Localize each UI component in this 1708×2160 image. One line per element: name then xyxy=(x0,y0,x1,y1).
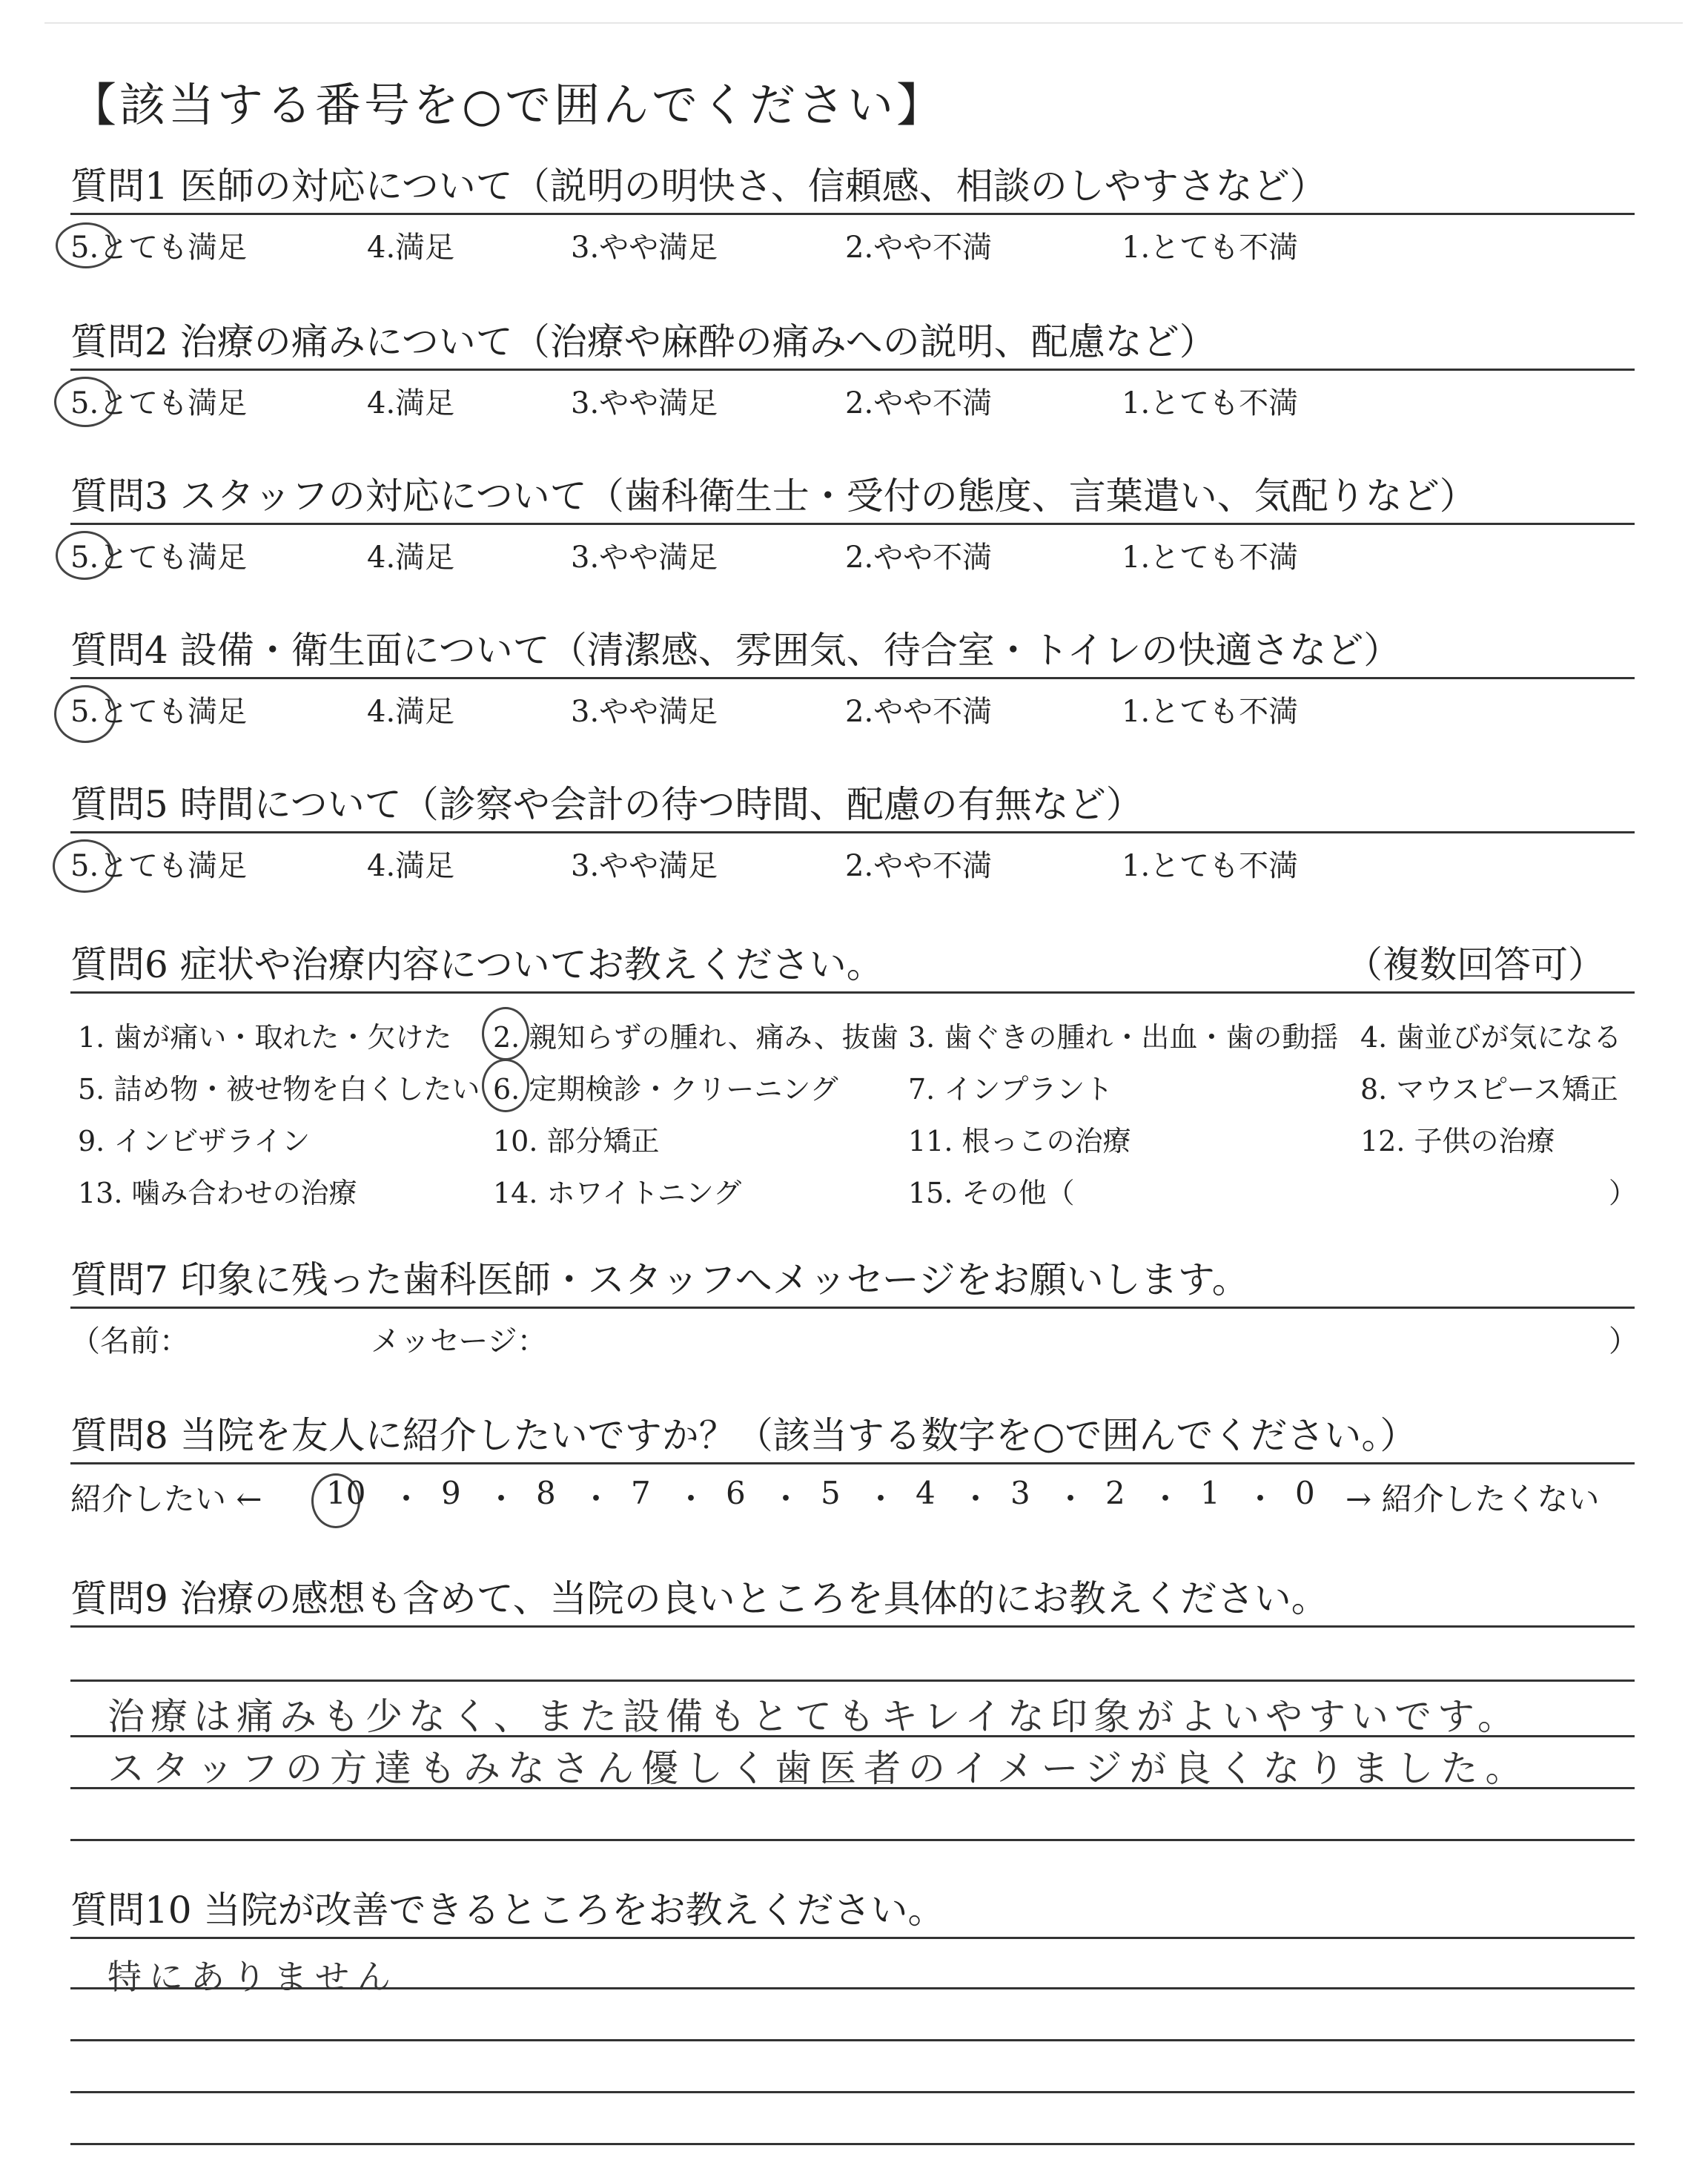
scale-8[interactable]: 8 xyxy=(536,1475,556,1511)
question-title: 質問5 時間について（診察や会計の待つ時間、配慮の有無など） xyxy=(70,778,1635,833)
symptom-11[interactable]: 11. 根っこの治療 xyxy=(908,1125,1131,1157)
rating-options xyxy=(70,679,1635,731)
option-3[interactable]: 3.やや満足 xyxy=(571,386,718,420)
answer-line xyxy=(70,2091,1635,2093)
symptom-14[interactable]: 14. ホワイトニング xyxy=(493,1177,742,1209)
question-title: 質問2 治療の痛みについて（治療や麻酔の痛みへの説明、配慮など） xyxy=(70,315,1635,371)
rating-options xyxy=(70,525,1635,577)
question-8 xyxy=(70,1409,1635,1524)
symptom-9[interactable]: 9. インビザライン xyxy=(78,1125,311,1157)
answer-line xyxy=(70,1680,1635,1682)
scale-dot: ・ xyxy=(1245,1481,1277,1517)
option-2[interactable]: 2.やや不満 xyxy=(845,849,993,883)
symptom-12[interactable]: 12. 子供の治療 xyxy=(1360,1125,1555,1157)
scale-dot: ・ xyxy=(1150,1481,1182,1517)
symptom-10[interactable]: 10. 部分矯正 xyxy=(493,1125,660,1157)
symptom-3[interactable]: 3. 歯ぐきの腫れ・出血・歯の動揺 xyxy=(908,1021,1339,1054)
question-7 xyxy=(70,1253,1638,1361)
question-4 xyxy=(70,624,1635,731)
option-5[interactable]: 5.とても満足 xyxy=(70,231,248,265)
answer-line xyxy=(70,1839,1635,1841)
answer-line xyxy=(70,2039,1635,2041)
option-1[interactable]: 1.とても不満 xyxy=(1122,695,1299,729)
scale-6[interactable]: 6 xyxy=(726,1475,746,1511)
top-border xyxy=(44,22,1683,24)
scale-4[interactable]: 4 xyxy=(916,1475,936,1511)
scale-9[interactable]: 9 xyxy=(441,1475,461,1511)
option-4[interactable]: 4.満足 xyxy=(367,695,455,729)
question-title: 質問4 設備・衛生面について（清潔感、雰囲気、待合室・トイレの快適さなど） xyxy=(70,624,1635,679)
q9-answer-line-1: 治療は痛みも少なく、また設備もとてもキレイな印象がよいやすいです。 xyxy=(107,1695,1520,1738)
question-title: 質問7 印象に残った歯科医師・スタッフへメッセージをお願いします。 xyxy=(70,1253,1635,1309)
scale-dot: ・ xyxy=(865,1481,897,1517)
option-4[interactable]: 4.満足 xyxy=(367,231,455,265)
option-1[interactable]: 1.とても不満 xyxy=(1122,541,1299,575)
symptom-1[interactable]: 1. 歯が痛い・取れた・欠けた xyxy=(78,1021,452,1054)
symptom-4[interactable]: 4. 歯並びが気になる xyxy=(1360,1021,1622,1054)
symptom-2[interactable]: 2. 親知らずの腫れ、痛み、抜歯 xyxy=(493,1021,898,1054)
question-title: 質問3 スタッフの対応について（歯科衛生士・受付の態度、言葉遣い、気配りなど） xyxy=(70,469,1635,525)
option-3[interactable]: 3.やや満足 xyxy=(571,849,718,883)
option-3[interactable]: 3.やや満足 xyxy=(571,231,718,265)
scale-1[interactable]: 1 xyxy=(1200,1475,1220,1511)
question-6 xyxy=(70,938,1638,1216)
option-1[interactable]: 1.とても不満 xyxy=(1122,386,1299,420)
option-4[interactable]: 4.満足 xyxy=(367,849,455,883)
question-3 xyxy=(70,469,1635,577)
option-5[interactable]: 5.とても満足 xyxy=(70,386,248,420)
option-3[interactable]: 3.やや満足 xyxy=(571,541,718,575)
answer-line xyxy=(70,1987,1635,1989)
recommend-label: 紹介したい ← xyxy=(70,1481,262,1517)
question-title: 質問10 当院が改善できるところをお教えください。 xyxy=(70,1883,1635,1939)
question-2 xyxy=(70,315,1635,423)
question-title xyxy=(70,938,1635,994)
symptom-7[interactable]: 7. インプラント xyxy=(908,1073,1113,1106)
scale-2[interactable]: 2 xyxy=(1105,1475,1125,1511)
option-4[interactable]: 4.満足 xyxy=(367,386,455,420)
option-2[interactable]: 2.やや不満 xyxy=(845,541,993,575)
scale-0[interactable]: 0 xyxy=(1295,1475,1315,1511)
scale-10[interactable]: 10 xyxy=(326,1475,366,1511)
question-title: 質問8 当院を友人に紹介したいですか？（該当する数字を○で囲んでください。） xyxy=(70,1409,1635,1464)
rating-options xyxy=(70,215,1635,267)
scale-dot: ・ xyxy=(391,1481,423,1517)
scale-3[interactable]: 3 xyxy=(1010,1475,1030,1511)
symptom-6[interactable]: 6. 定期検診・クリーニング xyxy=(493,1073,838,1106)
option-1[interactable]: 1.とても不満 xyxy=(1122,231,1299,265)
option-2[interactable]: 2.やや不満 xyxy=(845,695,993,729)
option-1[interactable]: 1.とても不満 xyxy=(1122,849,1299,883)
symptom-15[interactable]: 15. その他（ xyxy=(908,1177,1075,1209)
close-paren: ） xyxy=(1609,1324,1638,1358)
page-title: 【該当する番号を○で囲んでください】 xyxy=(70,78,946,132)
question-title: 質問1 医師の対応について（説明の明快さ、信頼感、相談のしやすさなど） xyxy=(70,159,1635,215)
question-9 xyxy=(70,1572,1635,1628)
scale-dot: ・ xyxy=(675,1481,707,1517)
question-10 xyxy=(70,1883,1635,1939)
recommend-scale xyxy=(70,1464,1635,1524)
symptom-8[interactable]: 8. マウスピース矯正 xyxy=(1360,1073,1618,1106)
rating-options xyxy=(70,371,1635,423)
name-label: （名前： xyxy=(70,1324,189,1358)
rating-options xyxy=(70,833,1635,885)
option-4[interactable]: 4.満足 xyxy=(367,541,455,575)
not-recommend-label: → 紹介したくない xyxy=(1345,1481,1600,1517)
scale-dot: ・ xyxy=(580,1481,612,1517)
message-field[interactable] xyxy=(70,1309,1638,1361)
option-5[interactable]: 5.とても満足 xyxy=(70,695,248,729)
scale-dot: ・ xyxy=(770,1481,802,1517)
scale-dot: ・ xyxy=(1055,1481,1087,1517)
symptom-options xyxy=(70,994,1638,1216)
q9-answer-line-2: スタッフの方達もみなさん優しく歯医者のイメージが良くなりました。 xyxy=(107,1747,1530,1790)
message-label: メッセージ： xyxy=(371,1324,547,1358)
question-5 xyxy=(70,778,1635,885)
question-1 xyxy=(70,159,1635,267)
question-6-title: 質問6 症状や治療内容についてお教えください。 xyxy=(70,943,884,986)
q10-answer-line-1: 特にありません xyxy=(107,1957,398,1997)
scale-7[interactable]: 7 xyxy=(631,1475,651,1511)
answer-line xyxy=(70,2143,1635,2145)
symptom-13[interactable]: 13. 噛み合わせの治療 xyxy=(78,1177,357,1209)
question-title: 質問9 治療の感想も含めて、当院の良いところを具体的にお教えください。 xyxy=(70,1572,1635,1628)
symptom-5[interactable]: 5. 詰め物・被せ物を白くしたい xyxy=(78,1073,480,1106)
multiple-answers-note: （複数回答可） xyxy=(1345,943,1605,986)
option-5[interactable]: 5.とても満足 xyxy=(70,849,248,883)
option-2[interactable]: 2.やや不満 xyxy=(845,386,993,420)
option-2[interactable]: 2.やや不満 xyxy=(845,231,993,265)
scale-dot: ・ xyxy=(960,1481,992,1517)
option-3[interactable]: 3.やや満足 xyxy=(571,695,718,729)
option-5[interactable]: 5.とても満足 xyxy=(70,541,248,575)
scale-dot: ・ xyxy=(486,1481,517,1517)
other-close-paren: ） xyxy=(1609,1177,1638,1209)
scale-5[interactable]: 5 xyxy=(821,1475,841,1511)
